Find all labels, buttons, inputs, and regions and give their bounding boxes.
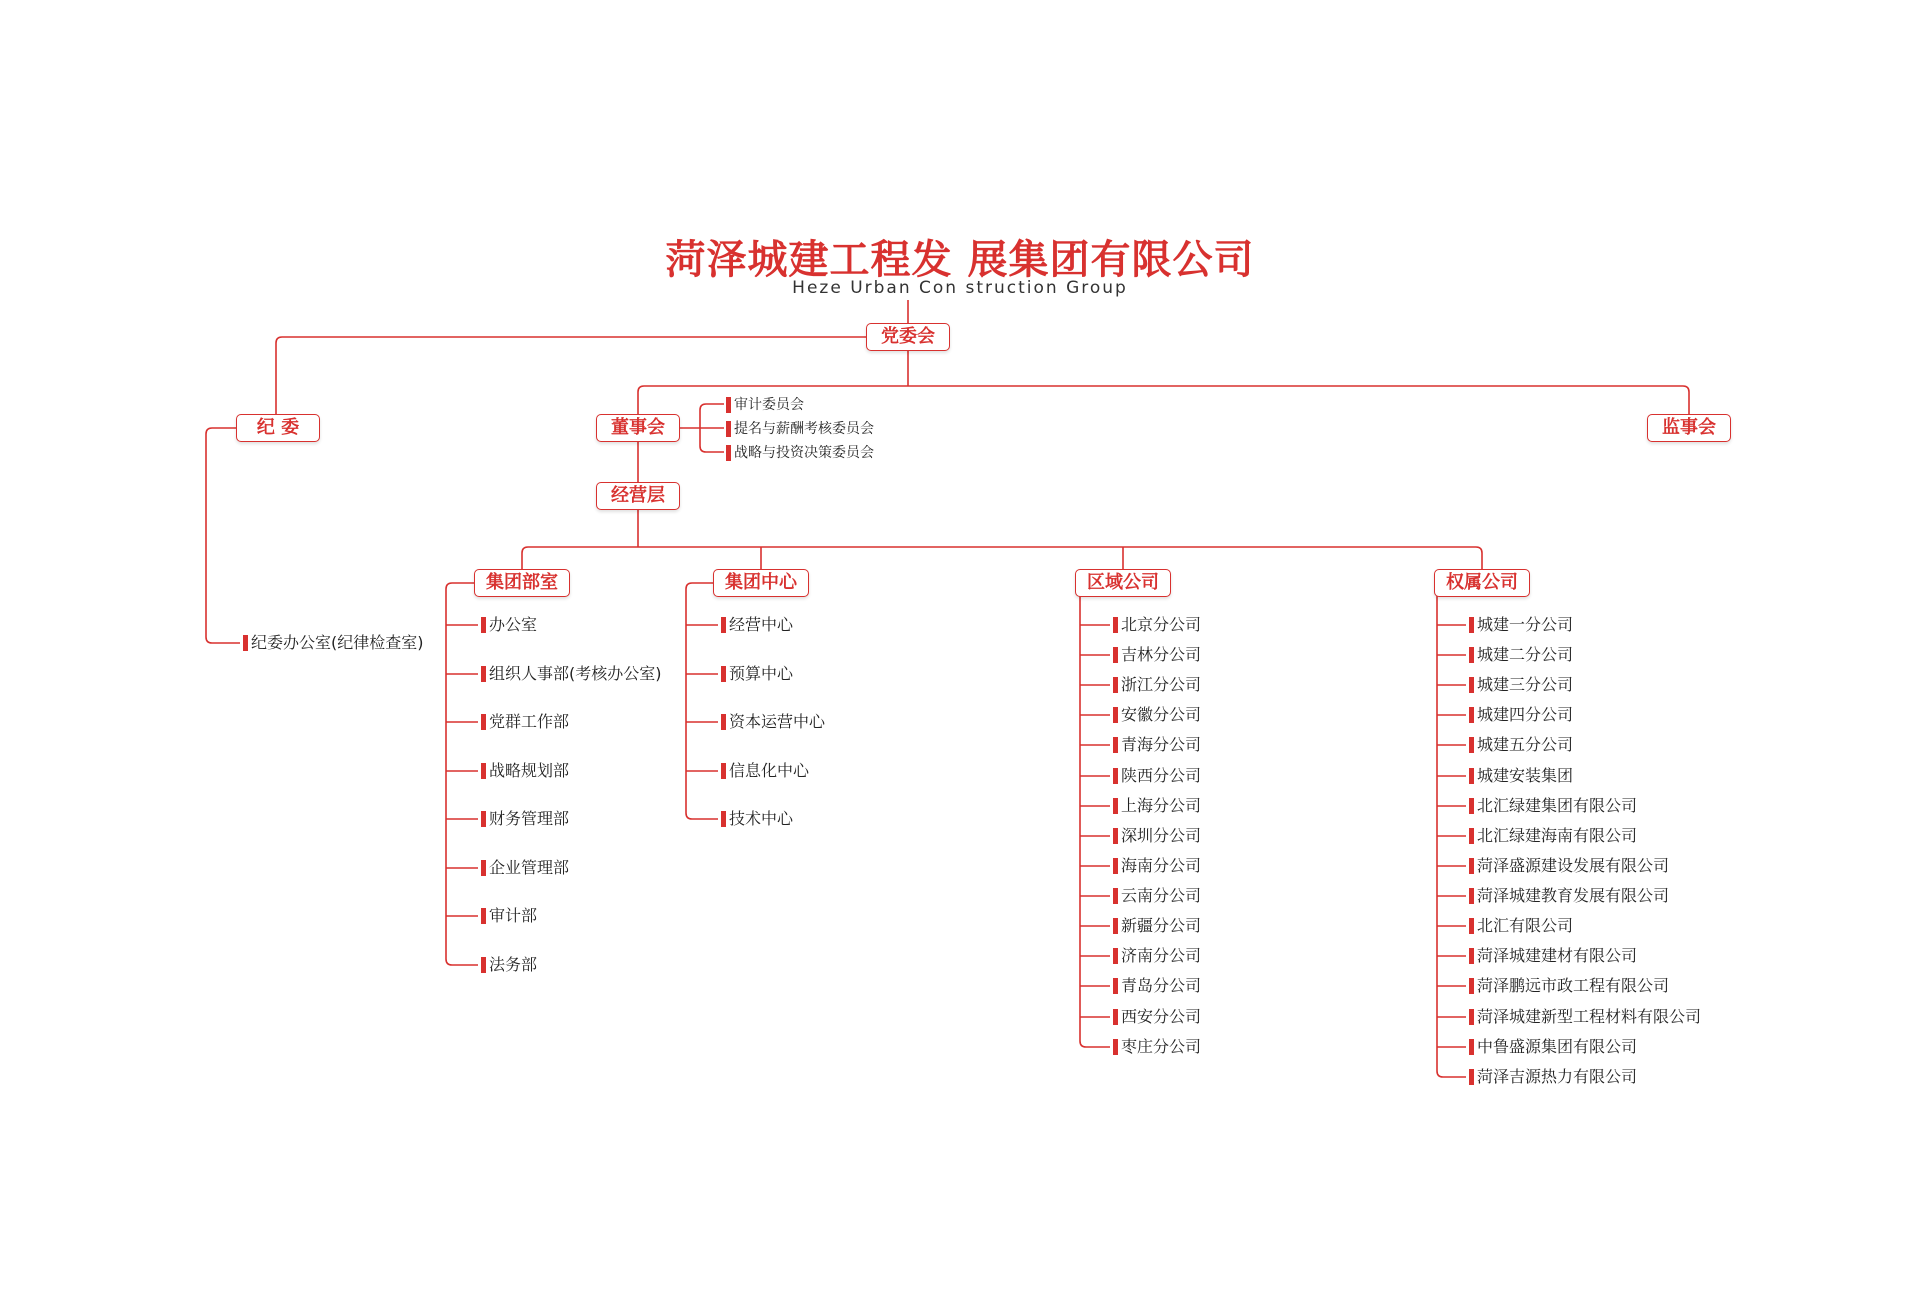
subsidiary-item: 菏泽吉源热力有限公司 [1477,1067,1638,1086]
subsidiary-item: 城建一分公司 [1477,615,1574,634]
board-box: 董事会 [596,414,680,442]
group-center-item: 资本运营中心 [729,712,826,731]
group-center-item: 技术中心 [729,809,794,828]
group-center-item: 预算中心 [729,664,794,683]
board-committee-item: 提名与薪酬考核委员会 [734,418,874,440]
subsidiary-item: 城建安装集团 [1477,766,1574,785]
regional-item: 海南分公司 [1121,856,1202,875]
supervisory-box: 监事会 [1647,414,1731,442]
subsidiary-item: 城建四分公司 [1477,705,1574,724]
subsidiary-item: 城建五分公司 [1477,735,1574,754]
party-committee-box: 党委会 [866,323,950,351]
regional-item: 新疆分公司 [1121,916,1202,935]
group-center-item: 经营中心 [729,615,794,634]
regional-item: 上海分公司 [1121,796,1202,815]
subsidiary-item: 北汇有限公司 [1477,916,1574,935]
management-box: 经营层 [596,482,680,510]
group-depts-box: 集团部室 [474,569,570,597]
subsidiary-item: 北汇绿建集团有限公司 [1477,796,1638,815]
subsidiary-item: 菏泽城建新型工程材料有限公司 [1477,1007,1702,1026]
regional-item: 北京分公司 [1121,615,1202,634]
subsidiary-item: 菏泽盛源建设发展有限公司 [1477,856,1670,875]
branch-horizontal-line [522,547,1482,569]
regional-item: 陕西分公司 [1121,766,1202,785]
company-title: 菏泽城建工程发 展集团有限公司 [665,237,1255,283]
subsidiary-item: 中鲁盛源集团有限公司 [1477,1037,1638,1056]
regional-item: 吉林分公司 [1121,645,1202,664]
discipline-office: 纪委办公室(纪律检查室) [251,633,424,652]
subsidiary-item: 菏泽城建建材有限公司 [1477,946,1638,965]
group-centers-box: 集团中心 [713,569,809,597]
regional-item: 枣庄分公司 [1121,1037,1202,1056]
discipline-box: 纪 委 [236,414,320,442]
regional-box: 区域公司 [1075,569,1171,597]
group-dept-item: 党群工作部 [489,712,570,731]
regional-item: 浙江分公司 [1121,675,1202,694]
board-committee-item: 审计委员会 [734,394,804,416]
group-dept-item: 组织人事部(考核办公室) [489,664,662,683]
discipline-to-office-line [206,428,240,643]
subsidiary-item: 北汇绿建海南有限公司 [1477,826,1638,845]
regional-item: 济南分公司 [1121,946,1202,965]
regional-item: 青岛分公司 [1121,976,1202,995]
subsidiaries-spine-line [1437,583,1466,1077]
group-dept-item: 战略规划部 [489,761,570,780]
group-depts-spine-line [446,583,478,965]
subsidiary-item: 菏泽城建教育发展有限公司 [1477,886,1670,905]
subsidiary-item: 城建三分公司 [1477,675,1574,694]
company-subtitle: Heze Urban Con struction Group [792,278,1128,298]
group-centers-spine-line [686,583,718,819]
regional-item: 青海分公司 [1121,735,1202,754]
group-dept-item: 企业管理部 [489,858,570,877]
subsidiary-item: 城建二分公司 [1477,645,1574,664]
regional-item: 云南分公司 [1121,886,1202,905]
group-center-item: 信息化中心 [729,761,810,780]
group-dept-item: 财务管理部 [489,809,570,828]
regional-item: 西安分公司 [1121,1007,1202,1026]
regional-item: 深圳分公司 [1121,826,1202,845]
group-dept-item: 办公室 [489,615,538,634]
group-dept-item: 审计部 [489,906,538,925]
subsidiary-item: 菏泽鹏远市政工程有限公司 [1477,976,1670,995]
group-dept-item: 法务部 [489,955,538,974]
board-committee-item: 战略与投资决策委员会 [734,442,874,464]
subsidiaries-box: 权属公司 [1434,569,1530,597]
regional-spine-line [1080,583,1110,1047]
regional-item: 安徽分公司 [1121,705,1202,724]
